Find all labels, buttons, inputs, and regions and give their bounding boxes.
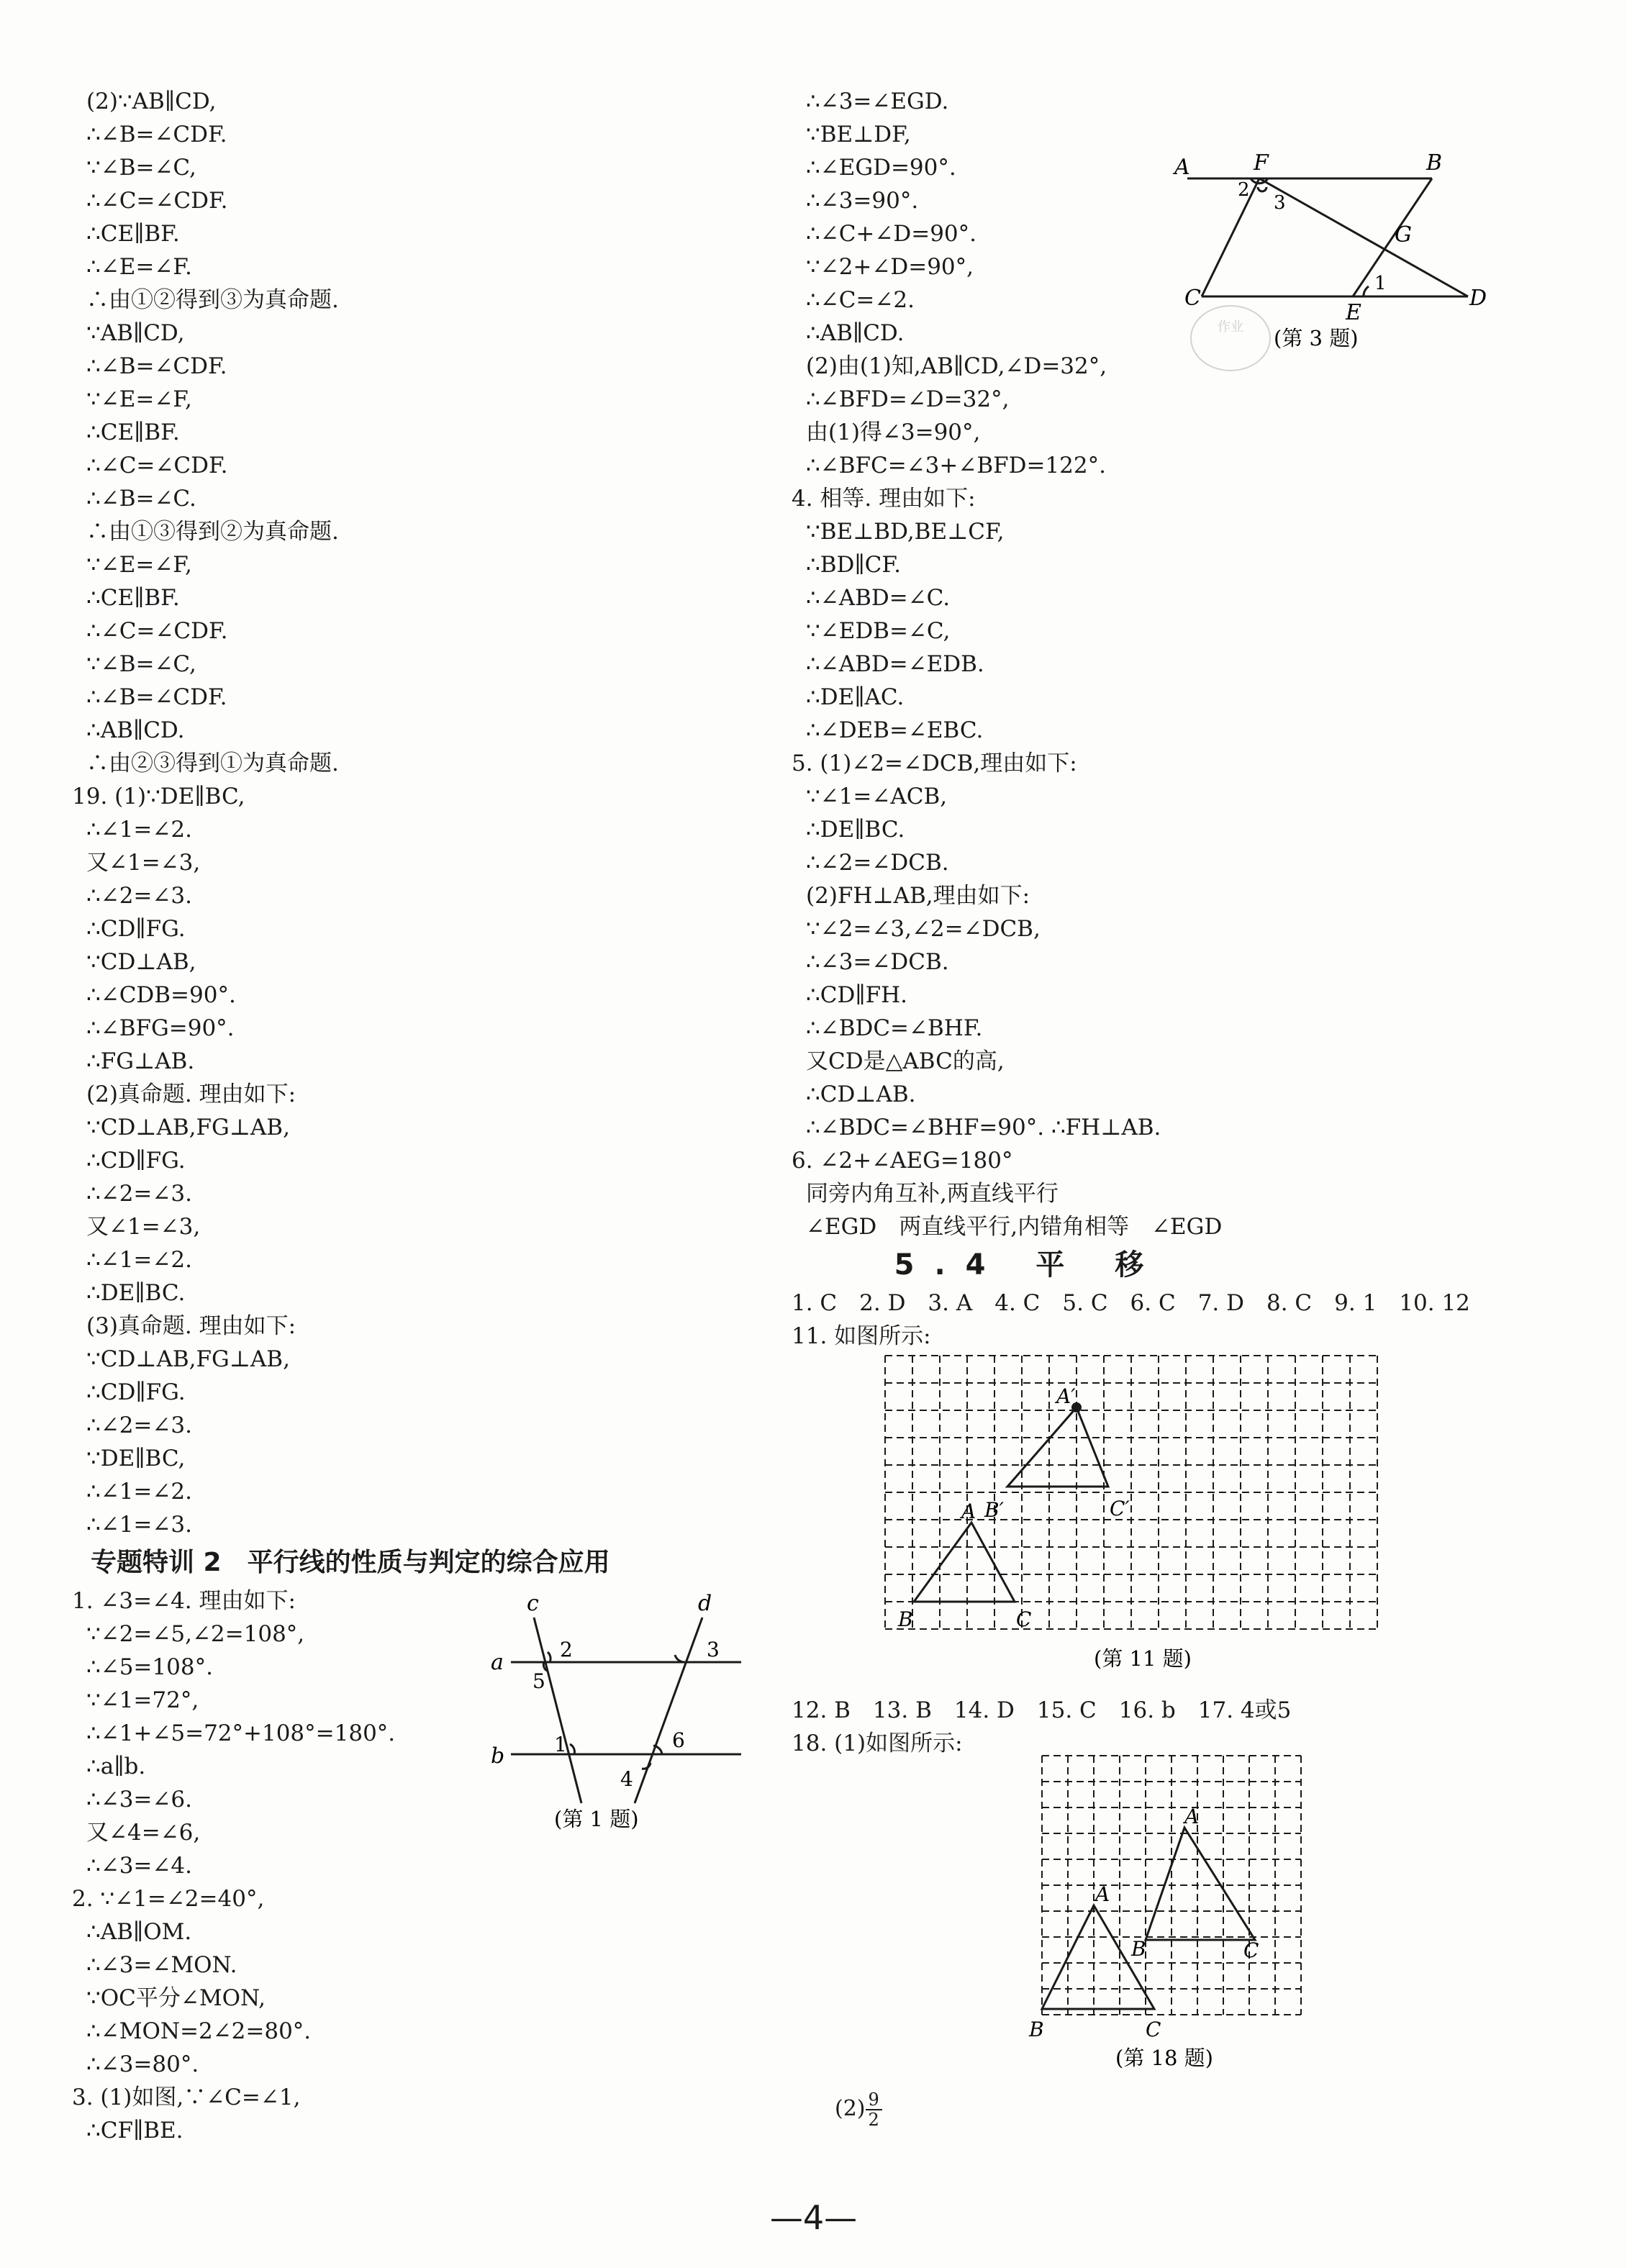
text-line: ∵CD⊥AB, [86, 949, 196, 975]
fraction-denominator: 2 [868, 2110, 879, 2130]
answers-12-17: 12. B 13. B 14. D 15. C 16. b 17. 4或5 [792, 1697, 1292, 1723]
label-4: 4 [620, 1767, 633, 1791]
label-3: 3 [1274, 192, 1286, 214]
text-line: ∴∠2=∠3. [86, 1412, 192, 1438]
page-number: —4— [769, 2198, 858, 2237]
text-line: ∵∠B=∠C, [86, 651, 196, 677]
text-line: ∴∠2=∠DCB. [806, 850, 949, 876]
text-line: ∴∠1=∠2. [86, 1479, 192, 1505]
figure-q18-caption: (第 18 题) [1115, 2046, 1213, 2070]
text-line: 又∠4=∠6, [86, 1820, 201, 1846]
text-line: ∵∠E=∠F, [86, 552, 192, 578]
label-B1: B [1131, 1937, 1146, 1961]
text-line: ∴AB∥CD. [806, 320, 905, 346]
figure-q18 [1015, 1748, 1317, 2072]
text-line: ∴AB∥CD. [86, 717, 185, 743]
text-line: ∵∠2+∠D=90°, [806, 254, 974, 280]
text-line: ∵∠2=∠5,∠2=108°, [86, 1621, 305, 1647]
text-line: ∵∠1=72°, [86, 1687, 199, 1713]
label-1: 1 [554, 1733, 567, 1756]
figure-q1 [482, 1590, 756, 1835]
label-F: F [1254, 150, 1269, 176]
text-line: (2)FH⊥AB,理由如下: [806, 883, 1030, 909]
label-5: 5 [532, 1669, 545, 1693]
label-A-prime: A′ [1056, 1384, 1076, 1408]
label-G: G [1395, 222, 1412, 248]
label-2: 2 [1238, 179, 1250, 201]
text-line: 又CD是△ABC的高, [806, 1048, 1005, 1074]
text-line: ∵∠2=∠3,∠2=∠DCB, [806, 916, 1041, 942]
svg-text:作业: 作业 [1218, 319, 1243, 335]
text-line: ∴∠BDC=∠BHF. [806, 1015, 983, 1041]
section-heading: 专题特训 2 平行线的性质与判定的综合应用 [91, 1548, 610, 1577]
text-line: ∴∠B=∠CDF. [86, 684, 227, 710]
q18-part2-label: (2) [835, 2096, 866, 2121]
text-line: ∴∠ABD=∠EDB. [806, 651, 984, 677]
text-line: ∴CD∥FG. [86, 916, 186, 942]
label-c: c [527, 1591, 539, 1616]
label-B-prime: B′ [984, 1498, 1004, 1522]
text-line: ∴∠ABD=∠C. [806, 585, 951, 611]
label-2: 2 [560, 1638, 573, 1661]
text-line: 3. (1)如图,∵∠C=∠1, [72, 2085, 301, 2110]
label-B: B [898, 1607, 913, 1631]
text-line: ∴∠3=∠EGD. [806, 89, 949, 114]
text-line: (2)由(1)知,AB∥CD,∠D=32°, [806, 353, 1107, 379]
label-d: d [698, 1591, 712, 1616]
text-line: ∴∠3=80°. [86, 2051, 199, 2077]
text-line: ∴∠B=∠CDF. [86, 122, 227, 148]
text-line: ∴∠B=∠CDF. [86, 353, 227, 379]
answers-1-10: 1. C 2. D 3. A 4. C 5. C 6. C 7. D 8. C 9. 1 10. 12 [792, 1290, 1470, 1316]
text-line: ∴CE∥BF. [86, 221, 180, 247]
text-line: ∴DE∥BC. [86, 1280, 186, 1306]
text-line: ∴∠1=∠2. [86, 1247, 192, 1273]
label-A1: A [1184, 1805, 1200, 1828]
fraction-numerator: 9 [866, 2090, 882, 2110]
text-line: ∠EGD 两直线平行,内错角相等 ∠EGD [806, 1214, 1223, 1240]
text-line: ∵CD⊥AB,FG⊥AB, [86, 1346, 290, 1372]
label-D: D [1469, 286, 1487, 311]
label-B: B [1426, 150, 1443, 176]
text-line: 6. ∠2+∠AEG=180° [792, 1148, 1013, 1174]
text-line: ∴∠CDB=90°. [86, 982, 236, 1008]
text-line: ∵∠1=∠ACB, [806, 784, 948, 809]
figure-q11-caption: (第 11 题) [1094, 1646, 1192, 1671]
text-line: ∵∠B=∠C, [86, 155, 196, 181]
text-line: ∴∠C+∠D=90°. [806, 221, 976, 247]
text-line: ∴由①②得到③为真命题. [86, 287, 339, 313]
text-line: ∴由①③得到②为真命题. [86, 519, 339, 545]
text-line: ∵OC平分∠MON, [86, 1985, 266, 2011]
label-E: E [1346, 300, 1361, 325]
text-line: 又∠1=∠3, [86, 850, 201, 876]
figure-q3-caption: (第 3 题) [1274, 326, 1359, 350]
label-C1: C [1243, 1938, 1259, 1962]
text-line: 2. ∵∠1=∠2=40°, [72, 1886, 265, 1912]
text-line: ∴∠1+∠5=72°+108°=180°. [86, 1720, 396, 1746]
text-line: ∴a∥b. [86, 1754, 146, 1779]
q18-label: 18. (1)如图所示: [792, 1731, 963, 1756]
text-line: ∴CD⊥AB. [806, 1081, 916, 1107]
text-line: ∵BE⊥BD,BE⊥CF, [806, 519, 1005, 545]
text-line: ∴∠BFD=∠D=32°, [806, 386, 1010, 412]
text-line: 又∠1=∠3, [86, 1214, 201, 1240]
text-line: ∴AB∥OM. [86, 1919, 192, 1945]
text-line: 由(1)得∠3=90°, [806, 419, 981, 445]
label-1: 1 [1374, 273, 1387, 294]
text-line: ∴∠EGD=90°. [806, 155, 956, 181]
text-line: (2)∵AB∥CD, [86, 89, 217, 114]
label-C: C [1184, 286, 1201, 311]
label-a: a [491, 1650, 504, 1675]
text-line: ∴∠C=∠CDF. [86, 188, 228, 214]
text-line: ∴∠DEB=∠EBC. [806, 717, 984, 743]
text-line: ∴∠E=∠F. [86, 254, 192, 280]
text-line: ∵CD⊥AB,FG⊥AB, [86, 1115, 290, 1140]
text-line: ∴BD∥CF. [806, 552, 901, 578]
q18-part2-answer [835, 2090, 882, 2129]
text-line: ∴由②③得到①为真命题. [86, 750, 339, 776]
label-A: A [1174, 155, 1190, 180]
label-b: b [491, 1743, 505, 1769]
section-5-4-heading: 5.4 平 移 [894, 1248, 1164, 1282]
text-line: ∴∠B=∠C. [86, 486, 196, 512]
text-line: ∴CD∥FH. [806, 982, 908, 1008]
text-line: ∴∠3=∠DCB. [806, 949, 949, 975]
text-line: 同旁内角互补,两直线平行 [806, 1181, 1059, 1207]
text-line: ∴∠3=∠6. [86, 1787, 192, 1813]
q11-label: 11. 如图所示: [792, 1323, 931, 1349]
text-line: 19. (1)∵DE∥BC, [72, 784, 245, 809]
stamp-logo [1187, 302, 1274, 374]
text-line: 1. ∠3=∠4. 理由如下: [72, 1588, 296, 1614]
fraction [866, 2090, 882, 2129]
text-line: ∴CF∥BE. [86, 2118, 183, 2144]
text-line: ∴DE∥AC. [806, 684, 905, 710]
label-B: B [1029, 2018, 1044, 2041]
text-line: ∴∠C=∠CDF. [86, 618, 228, 644]
text-line: ∴∠2=∠3. [86, 883, 192, 909]
figure-q1-caption: (第 1 题) [554, 1807, 639, 1831]
text-line: ∴∠3=∠4. [86, 1853, 192, 1879]
text-line: ∴CE∥BF. [86, 585, 180, 611]
text-line: ∴∠3=∠MON. [86, 1952, 237, 1978]
text-line: ∴∠5=108°. [86, 1654, 213, 1680]
text-line: ∴CD∥FG. [86, 1379, 186, 1405]
text-line: ∴∠1=∠2. [86, 817, 192, 843]
text-line: ∴∠MON=2∠2=80°. [86, 2018, 312, 2044]
text-line: 4. 相等. 理由如下: [792, 486, 976, 512]
text-line: 5. (1)∠2=∠DCB,理由如下: [792, 750, 1077, 776]
text-line: ∴CD∥FG. [86, 1148, 186, 1174]
label-C: C [1016, 1607, 1032, 1631]
text-line: ∴∠1=∠3. [86, 1512, 192, 1538]
text-line: (3)真命题. 理由如下: [86, 1313, 296, 1339]
label-3: 3 [707, 1638, 720, 1661]
text-line: ∴DE∥BC. [806, 817, 905, 843]
text-line: ∴∠2=∠3. [86, 1181, 192, 1207]
text-line: ∴∠C=∠CDF. [86, 453, 228, 478]
figure-q11 [871, 1346, 1403, 1684]
text-line: ∵∠E=∠F, [86, 386, 192, 412]
text-line: ∴FG⊥AB. [86, 1048, 195, 1074]
text-line: ∴∠BFC=∠3+∠BFD=122°. [806, 453, 1106, 478]
label-C-prime: C′ [1110, 1497, 1130, 1520]
left-column [72, 85, 792, 2147]
text-line: ∴CE∥BF. [86, 419, 180, 445]
label-A: A [961, 1500, 976, 1523]
text-line: ∴∠BDC=∠BHF=90°. ∴FH⊥AB. [806, 1115, 1161, 1140]
text-line: (2)真命题. 理由如下: [86, 1081, 296, 1107]
text-line: ∵DE∥BC, [86, 1446, 186, 1471]
text-line: ∵AB∥CD, [86, 320, 185, 346]
text-line: ∴∠C=∠2. [806, 287, 915, 313]
text-line: ∴∠3=90°. [806, 188, 919, 214]
label-A: A [1095, 1882, 1110, 1906]
text-line: ∵BE⊥DF, [806, 122, 911, 148]
text-line: ∵∠EDB=∠C, [806, 618, 951, 644]
text-line: ∴∠BFG=90°. [86, 1015, 235, 1041]
label-C: C [1146, 2018, 1161, 2041]
label-6: 6 [672, 1728, 685, 1752]
